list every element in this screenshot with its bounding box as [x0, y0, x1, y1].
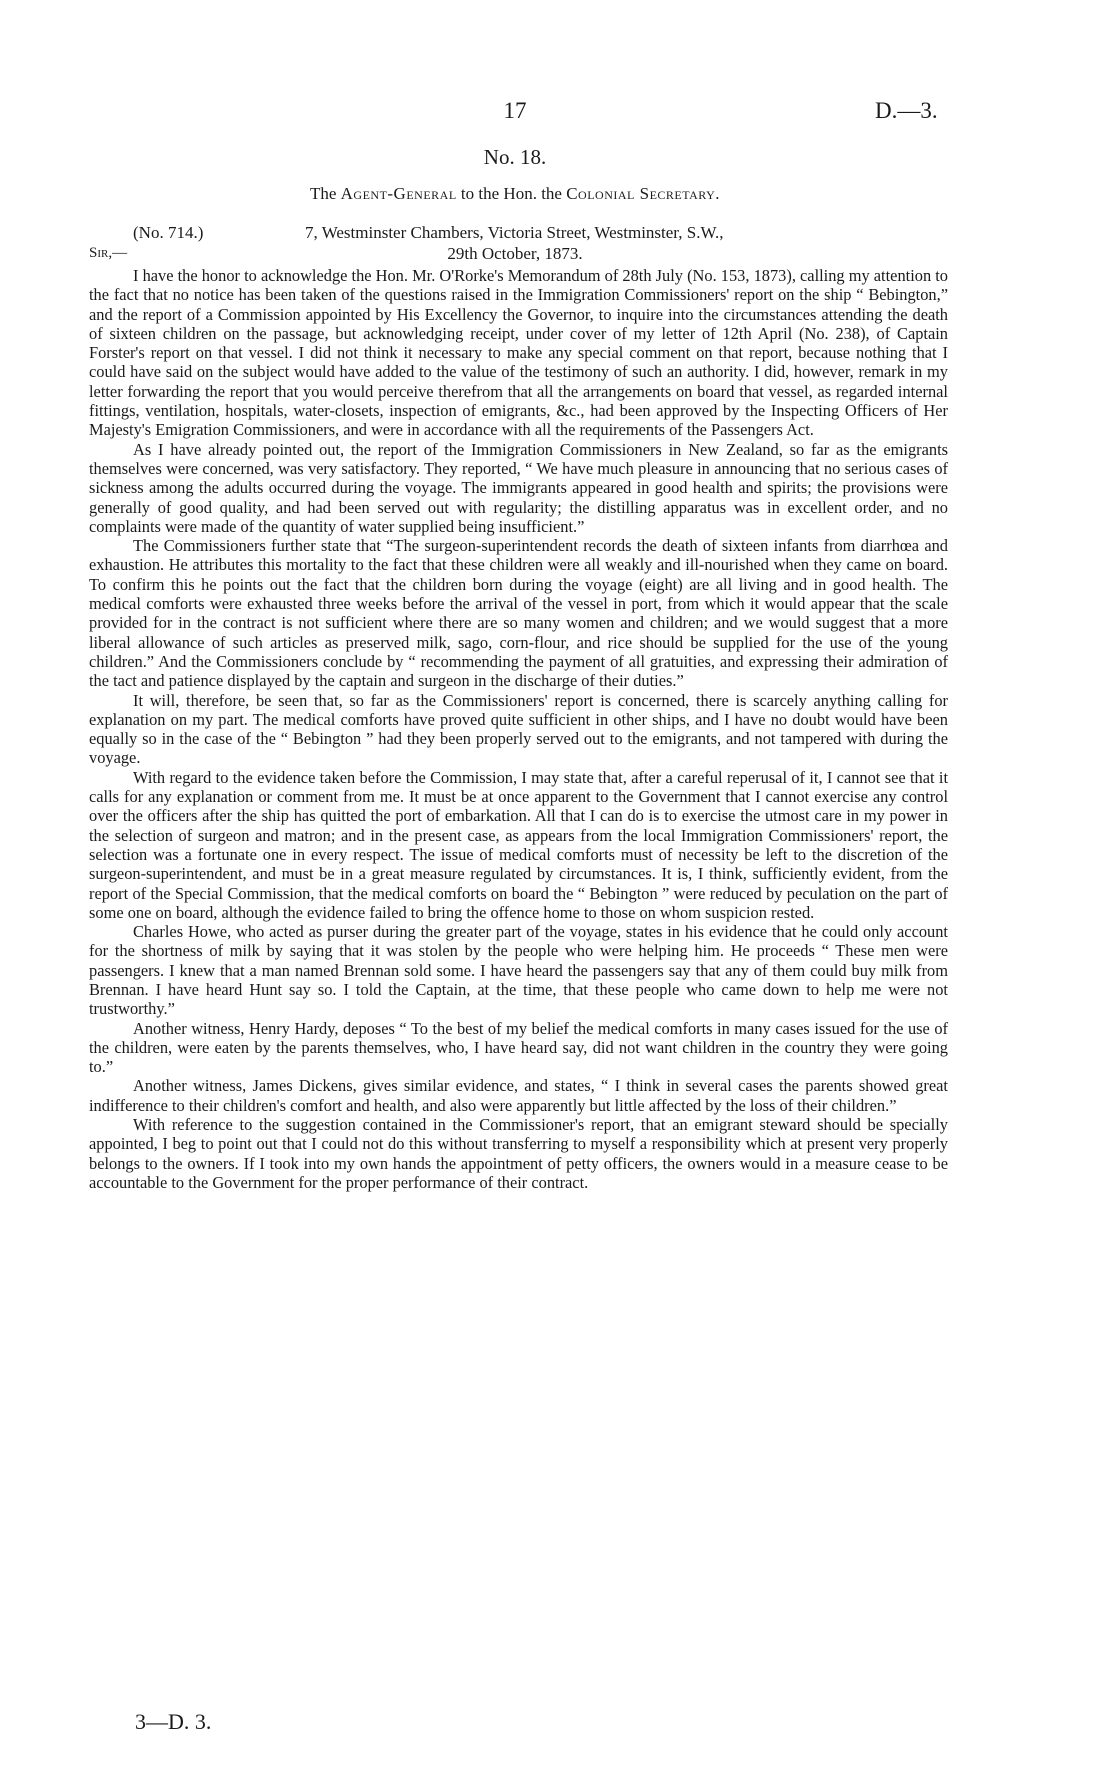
- heading-prefix: The: [309, 184, 337, 203]
- paragraph: Charles Howe, who acted as purser during the greater part of the voyage, states in his evidence that he could only account for the shortness of milk by saying that it was stolen by the people who were helping him. He proceeds “ These men were passengers. I knew that a man named Brennan sold some. I have heard the passengers say that any of them could buy milk from Brennan. I have heard Hunt say so. I told the Captain, at the time, that these people who came down to help me were not trustworthy.”: [89, 922, 948, 1019]
- letter-date: 29th October, 1873.: [447, 244, 583, 263]
- paragraph: It will, therefore, be seen that, so far as the Commissioners' report is concerned, there is scarcely anything calling for explanation on my part. The medical comforts have proved quite sufficient in other ships, and I have no doubt would have been equally so in the case of the “ Bebington ” had they been properly served out to the emigrants, and not tampered with during the voyage.: [89, 690, 948, 768]
- page-number: 17: [503, 98, 527, 123]
- sender-address: 7, Westminster Chambers, Victoria Street, Westminster, S.W.,: [305, 223, 724, 242]
- paragraph: With regard to the evidence taken before the Commission, I may state that, after a careful reperusal of it, I cannot see that it calls for any explanation or comment from me. It must be at once apparent to the Government that I cannot exercise any control over the officers after the ship has quitted the port of embarkation. All that I can do is to exercise the utmost care in my power in the selection of surgeon and matron; and in the present case, as appears from the local Immigration Commissioners' report, the selection was a fortunate one in every respect. The issue of medical comforts must of necessity be left to the discretion of the surgeon-superintendent, and must be in a great measure regulated by circumstances. It is, I think, sufficiently evident, from the report of the Special Commission, that the medical comforts on board the “ Bebington ” were reduced by peculation on the part of some one on board, although the evidence failed to bring the offence home to those on whom suspicion rested.: [89, 767, 948, 922]
- paragraph: With reference to the suggestion contained in the Commissioner's report, that an emigrant steward should be specially appointed, I beg to point out that I could not do this without transferring to myself a responsibility which at present very properly belongs to the owners. If I took into my own hands the appointment of petty officers, the owners would in a measure cease to be accountable to the Government for the proper performance of their contract.: [89, 1115, 948, 1192]
- paragraph: I have the honor to acknowledge the Hon. Mr. O'Rorke's Memorandum of 28th July (No. 153, 1873), calling my attention to the fact that no notice has been taken of the questions raised in the Immigration Commissioners' report on the ship “ Bebington,” and the report of a Commission appointed by His Excellency the Governor, to inquire into the circumstances attending the death of sixteen children on the passage, but acknowledging receipt, under cover of my letter of 12th April (No. 238), of Captain Forster's report on that vessel. I did not think it necessary to make any special comment on that report, because nothing that I could have said on the subject would have added to the value of the testimony of such an authority. I did, however, remark in my letter forwarding the report that you would perceive therefrom that all the arrangements on board that vessel, as regarded internal fittings, ventilation, hospitals, water-closets, inspection of emigrants, &c., had been approved by the Inspecting Officers of Her Majesty's Emigration Commissioners, and were in accordance with all the requirements of the Passengers Act.: [89, 266, 948, 440]
- heading-middle: to the Hon. the: [460, 184, 562, 203]
- document-id: D.—3.: [875, 98, 938, 123]
- heading-sender: Agent-General: [340, 184, 457, 203]
- paragraph: The Commissioners further state that “The surgeon-superintendent records the death of sixteen infants from diarrhœa and exhaustion. He attributes this mortality to the fact that these children were all weakly and ill-nourished when they came on board. To confirm this he points out the fact that the children born during the voyage (eight) are all living and in good health. The medical comforts were exhausted three weeks before the arrival of the vessel in port, from which it would appear that the scale provided for in the contract is not sufficient where there are so many women and children; and we would suggest that a more liberal allowance of such articles as preserved milk, sago, corn-flour, and rice should be supplied for the use of the young children.” And the Commissioners conclude by “ recommending the payment of all gratuities, and expressing their admiration of the tact and patience displayed by the captain and surgeon in the discharge of their duties.”: [89, 536, 948, 691]
- paragraph: Another witness, James Dickens, gives similar evidence, and states, “ I think in several cases the parents showed great indifference to their children's comfort and health, and also were apparently but little affected by the loss of their children.”: [89, 1076, 948, 1115]
- salutation: Sir,—: [89, 245, 128, 261]
- letter-heading: [0, 184, 1030, 204]
- letter-reference: (No. 714.): [133, 223, 204, 242]
- paragraph: As I have already pointed out, the report of the Immigration Commissioners in New Zealand, so far as the emigrants themselves were concerned, was very satisfactory. They reported, “ We have much pleasure in announcing that no serious cases of sickness among the adults occurred during the voyage. The immigrants appeared in good health and spirits; the provisions were generally of good quality, and had been served out with regularity; the distilling apparatus was in excellent order, and no complaints were made of the quantity of water supplied being insufficient.”: [89, 439, 948, 536]
- signature-mark: 3—D. 3.: [135, 1709, 212, 1734]
- heading-recipient: Colonial Secretary.: [566, 184, 721, 203]
- letter-number: No. 18.: [483, 145, 547, 169]
- letter-body: [89, 266, 948, 1192]
- paragraph: Another witness, Henry Hardy, deposes “ To the best of my belief the medical comforts in many cases issued for the use of the children, were eaten by the parents themselves, who, I have heard say, did not want children in the country they were going to.”: [89, 1018, 948, 1077]
